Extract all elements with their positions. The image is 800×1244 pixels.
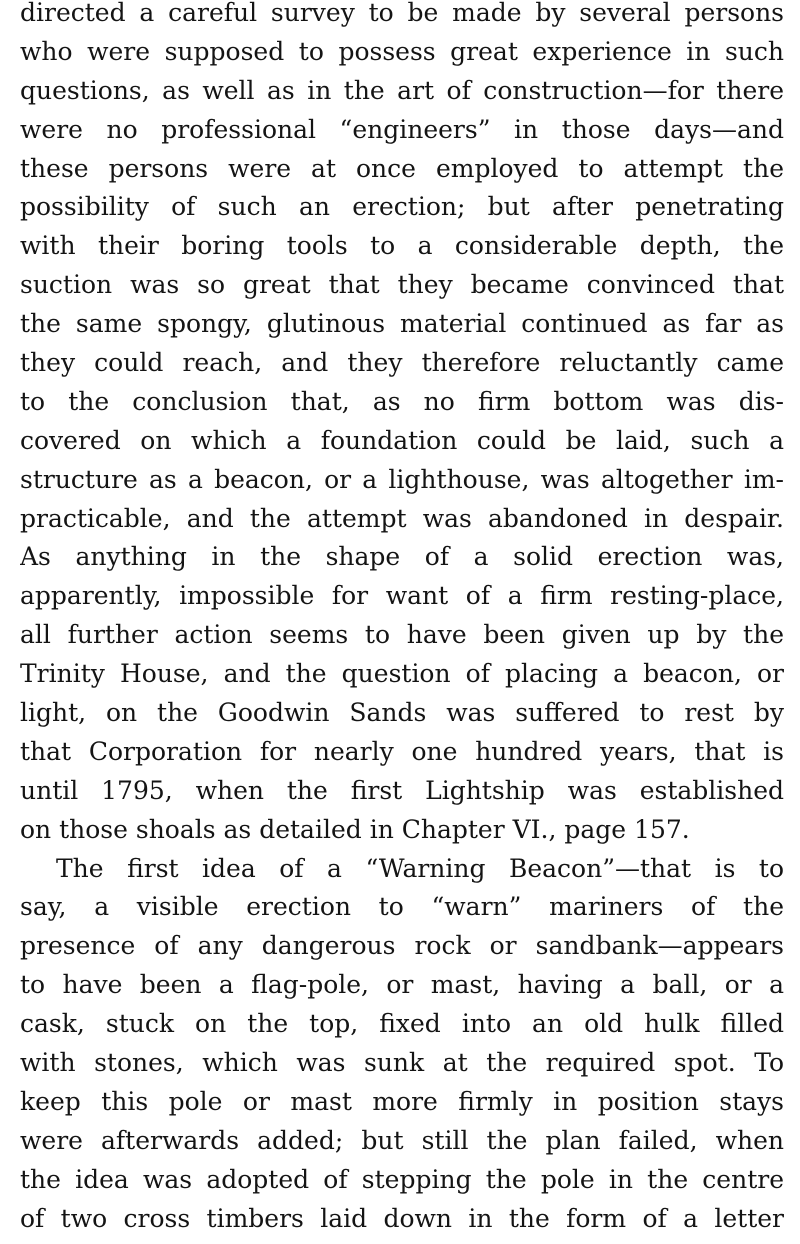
text-line: light, on the Goodwin Sands was suffered to rest by xyxy=(20,698,784,728)
text-line: apparently, impossible for want of a firm resting-place, xyxy=(20,581,784,611)
text-line: all further action seems to have been given up by the xyxy=(20,620,784,650)
paragraph-1 xyxy=(20,0,784,850)
text-line: The first idea of a “Warning Beacon”—that is to xyxy=(56,853,784,883)
text-line: covered on which a foundation could be laid, such a xyxy=(20,425,784,455)
text-line: with stones, which was sunk at the required spot. To xyxy=(20,1048,784,1078)
text-line: were no professional “engineers” in those days—and xyxy=(20,114,784,144)
text-line: the same spongy, glutinous material continued as far as xyxy=(20,309,784,339)
text-line: As anything in the shape of a solid erection was, xyxy=(20,542,784,572)
text-line: cask, stuck on the top, fixed into an old hulk filled xyxy=(20,1009,784,1039)
paragraph-2 xyxy=(20,850,784,1239)
text-line: presence of any dangerous rock or sandbank—appears xyxy=(20,931,784,961)
text-line: questions, as well as in the art of construction—for there xyxy=(20,75,784,105)
text-line: of two cross timbers laid down in the form of a letter xyxy=(20,1203,784,1233)
text-line: these persons were at once employed to attempt the xyxy=(20,153,784,183)
text-line: directed a careful survey to be made by several persons xyxy=(20,0,784,27)
text-line: on those shoals as detailed in Chapter VI., page 157. xyxy=(20,814,690,844)
text-line: with their boring tools to a considerable depth, the xyxy=(20,231,784,261)
text-line: structure as a beacon, or a lighthouse, was altogether im- xyxy=(20,464,784,494)
text-line: suction was so great that they became convinced that xyxy=(20,270,784,300)
text-line: until 1795, when the first Lightship was established xyxy=(20,775,784,805)
text-line: they could reach, and they therefore reluctantly came xyxy=(20,348,784,378)
text-line: that Corporation for nearly one hundred years, that is xyxy=(20,736,784,766)
text-line: keep this pole or mast more firmly in position stays xyxy=(20,1086,784,1116)
text-line: practicable, and the attempt was abandoned in despair. xyxy=(20,503,784,533)
text-line: were afterwards added; but still the plan failed, when xyxy=(20,1125,784,1155)
text-line: to the conclusion that, as no firm bottom was dis- xyxy=(20,386,784,416)
text-line: the idea was adopted of stepping the pole in the centre xyxy=(20,1164,784,1194)
text-line: to have been a flag-pole, or mast, having a ball, or a xyxy=(20,970,784,1000)
text-line: possibility of such an erection; but after penetrating xyxy=(20,192,784,222)
text-line: Trinity House, and the question of placing a beacon, or xyxy=(20,659,784,689)
text-line: say, a visible erection to “warn” mariners of the xyxy=(20,892,784,922)
text-line: who were supposed to possess great experience in such xyxy=(20,36,784,66)
